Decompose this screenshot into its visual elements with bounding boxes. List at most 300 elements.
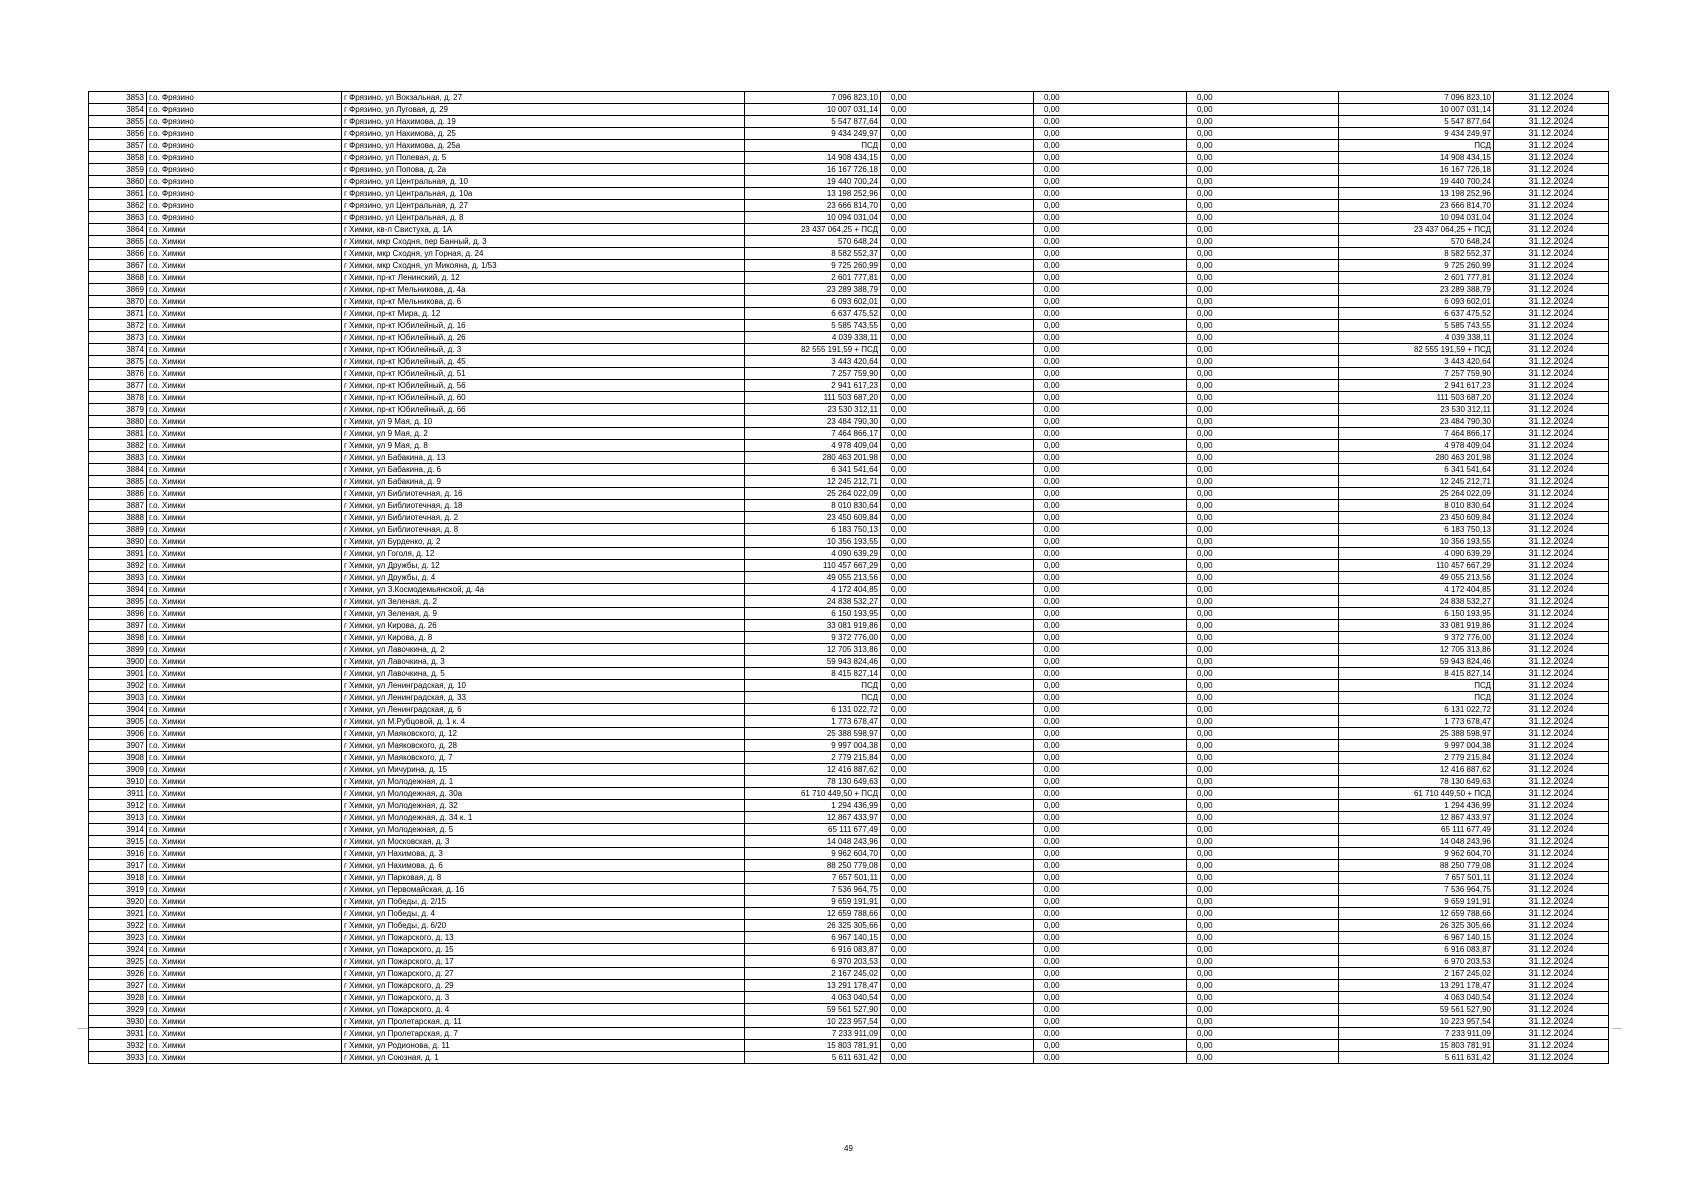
cost-cell: 23 484 790,30 [745,416,881,428]
cost-cell: 59 561 527,90 [745,1004,881,1016]
amount-3-cell: 0,00 [1034,476,1187,488]
row-number-cell: 3878 [89,392,147,404]
cost-cell: 33 081 919,86 [745,620,881,632]
amount-2-cell: 0,00 [881,332,1034,344]
amount-3-cell: 0,00 [1034,104,1187,116]
municipality-cell: г.о. Химки [147,680,342,692]
municipality-cell: г.о. Химки [147,548,342,560]
table-row [89,368,1609,380]
amount-3-cell: 0,00 [1034,848,1187,860]
address-cell: г Химки, ул Лавочкина, д. 2 [342,644,745,656]
row-number-cell: 3918 [89,872,147,884]
table-row [89,500,1609,512]
deadline-cell: 31.12.2024 [1494,704,1609,716]
total-cost-cell: 23 484 790,30 [1339,416,1494,428]
total-cost-cell: 6 970 203,53 [1339,956,1494,968]
deadline-cell: 31.12.2024 [1494,980,1609,992]
amount-4-cell: 0,00 [1187,728,1339,740]
cost-cell: 280 463 201,98 [745,452,881,464]
municipality-cell: г.о. Фрязино [147,164,342,176]
total-cost-cell: 9 659 191,91 [1339,896,1494,908]
deadline-cell: 31.12.2024 [1494,776,1609,788]
deadline-cell: 31.12.2024 [1494,1028,1609,1040]
cost-cell: 9 372 776,00 [745,632,881,644]
municipality-cell: г.о. Химки [147,572,342,584]
amount-3-cell: 0,00 [1034,608,1187,620]
address-cell: г Фрязино, ул Вокзальная, д. 27 [342,92,745,104]
municipality-cell: г.о. Химки [147,404,342,416]
amount-2-cell: 0,00 [881,752,1034,764]
cost-cell: 10 007 031,14 [745,104,881,116]
amount-4-cell: 0,00 [1187,824,1339,836]
total-cost-cell: 6 183 750,13 [1339,524,1494,536]
table-row [89,932,1609,944]
address-cell: г Химки, пр-кт Юбилейный, д. 16 [342,320,745,332]
row-number-cell: 3866 [89,248,147,260]
amount-4-cell: 0,00 [1187,680,1339,692]
table-row [89,920,1609,932]
total-cost-cell: 6 150 193,95 [1339,608,1494,620]
municipality-cell: г.о. Химки [147,500,342,512]
municipality-cell: г.о. Химки [147,728,342,740]
table-row [89,380,1609,392]
cost-cell: 6 341 541,64 [745,464,881,476]
cost-cell: ПСД [745,692,881,704]
table-row [89,716,1609,728]
deadline-cell: 31.12.2024 [1494,896,1609,908]
cost-cell: ПСД [745,140,881,152]
row-number-cell: 3888 [89,512,147,524]
amount-4-cell: 0,00 [1187,128,1339,140]
total-cost-cell: 5 585 743,55 [1339,320,1494,332]
amount-2-cell: 0,00 [881,1052,1034,1064]
cost-cell: 111 503 687,20 [745,392,881,404]
total-cost-cell: 6 093 602,01 [1339,296,1494,308]
amount-4-cell: 0,00 [1187,908,1339,920]
table-row [89,704,1609,716]
row-number-cell: 3921 [89,908,147,920]
table-row [89,332,1609,344]
amount-4-cell: 0,00 [1187,380,1339,392]
address-cell: г Химки, ул Маяковского, д. 12 [342,728,745,740]
address-cell: г Химки, ул Мичурина, д. 15 [342,764,745,776]
amount-3-cell: 0,00 [1034,920,1187,932]
amount-3-cell: 0,00 [1034,428,1187,440]
deadline-cell: 31.12.2024 [1494,620,1609,632]
municipality-cell: г.о. Химки [147,536,342,548]
table-row [89,872,1609,884]
deadline-cell: 31.12.2024 [1494,296,1609,308]
deadline-cell: 31.12.2024 [1494,116,1609,128]
amount-2-cell: 0,00 [881,572,1034,584]
deadline-cell: 31.12.2024 [1494,92,1609,104]
municipality-cell: г.о. Химки [147,764,342,776]
deadline-cell: 31.12.2024 [1494,740,1609,752]
total-cost-cell: 26 325 305,66 [1339,920,1494,932]
address-cell: г Химки, ул Бабакина, д. 13 [342,452,745,464]
cost-cell: 1 294 436,99 [745,800,881,812]
amount-2-cell: 0,00 [881,740,1034,752]
row-number-cell: 3924 [89,944,147,956]
amount-4-cell: 0,00 [1187,272,1339,284]
address-cell: г Химки, ул Лавочкина, д. 5 [342,668,745,680]
amount-2-cell: 0,00 [881,320,1034,332]
row-number-cell: 3899 [89,644,147,656]
amount-3-cell: 0,00 [1034,692,1187,704]
amount-3-cell: 0,00 [1034,512,1187,524]
amount-2-cell: 0,00 [881,608,1034,620]
amount-4-cell: 0,00 [1187,368,1339,380]
total-cost-cell: 61 710 449,50 + ПСД [1339,788,1494,800]
table-row [89,260,1609,272]
amount-2-cell: 0,00 [881,800,1034,812]
address-cell: г Химки, ул Бабакина, д. 9 [342,476,745,488]
address-cell: г Фрязино, ул Центральная, д. 8 [342,212,745,224]
deadline-cell: 31.12.2024 [1494,860,1609,872]
row-number-cell: 3925 [89,956,147,968]
deadline-cell: 31.12.2024 [1494,392,1609,404]
data-table [88,91,1609,1064]
amount-2-cell: 0,00 [881,596,1034,608]
cost-cell: 25 264 022,09 [745,488,881,500]
amount-4-cell: 0,00 [1187,524,1339,536]
table-row [89,824,1609,836]
table-row [89,656,1609,668]
amount-4-cell: 0,00 [1187,692,1339,704]
total-cost-cell: 15 803 781,91 [1339,1040,1494,1052]
cost-cell: 7 464 866,17 [745,428,881,440]
row-number-cell: 3913 [89,812,147,824]
amount-4-cell: 0,00 [1187,932,1339,944]
municipality-cell: г.о. Химки [147,296,342,308]
amount-2-cell: 0,00 [881,812,1034,824]
deadline-cell: 31.12.2024 [1494,812,1609,824]
amount-2-cell: 0,00 [881,656,1034,668]
total-cost-cell: 110 457 667,29 [1339,560,1494,572]
cost-cell: 2 779 215,84 [745,752,881,764]
municipality-cell: г.о. Фрязино [147,128,342,140]
amount-3-cell: 0,00 [1034,836,1187,848]
table-row [89,416,1609,428]
deadline-cell: 31.12.2024 [1494,104,1609,116]
amount-3-cell: 0,00 [1034,704,1187,716]
municipality-cell: г.о. Химки [147,788,342,800]
municipality-cell: г.о. Химки [147,512,342,524]
deadline-cell: 31.12.2024 [1494,500,1609,512]
table-row [89,908,1609,920]
row-number-cell: 3901 [89,668,147,680]
total-cost-cell: 33 081 919,86 [1339,620,1494,632]
amount-4-cell: 0,00 [1187,284,1339,296]
deadline-cell: 31.12.2024 [1494,488,1609,500]
cost-cell: 23 289 388,79 [745,284,881,296]
deadline-cell: 31.12.2024 [1494,200,1609,212]
table-row [89,284,1609,296]
table-row [89,956,1609,968]
amount-3-cell: 0,00 [1034,248,1187,260]
table-row [89,800,1609,812]
municipality-cell: г.о. Химки [147,368,342,380]
deadline-cell: 31.12.2024 [1494,848,1609,860]
deadline-cell: 31.12.2024 [1494,248,1609,260]
amount-2-cell: 0,00 [881,908,1034,920]
municipality-cell: г.о. Химки [147,896,342,908]
row-number-cell: 3919 [89,884,147,896]
amount-2-cell: 0,00 [881,200,1034,212]
address-cell: г Химки, ул Зеленая, д. 9 [342,608,745,620]
municipality-cell: г.о. Химки [147,380,342,392]
cost-cell: 4 063 040,54 [745,992,881,1004]
deadline-cell: 31.12.2024 [1494,584,1609,596]
amount-3-cell: 0,00 [1034,824,1187,836]
deadline-cell: 31.12.2024 [1494,824,1609,836]
municipality-cell: г.о. Химки [147,332,342,344]
total-cost-cell: 9 725 260,99 [1339,260,1494,272]
amount-3-cell: 0,00 [1034,668,1187,680]
address-cell: г Химки, ул Дружбы, д. 12 [342,560,745,572]
amount-4-cell: 0,00 [1187,356,1339,368]
municipality-cell: г.о. Химки [147,248,342,260]
amount-3-cell: 0,00 [1034,812,1187,824]
cost-cell: 6 183 750,13 [745,524,881,536]
table-row [89,968,1609,980]
amount-2-cell: 0,00 [881,392,1034,404]
table-row [89,212,1609,224]
amount-3-cell: 0,00 [1034,884,1187,896]
cost-cell: 59 943 824,46 [745,656,881,668]
row-number-cell: 3863 [89,212,147,224]
municipality-cell: г.о. Химки [147,1004,342,1016]
amount-4-cell: 0,00 [1187,884,1339,896]
deadline-cell: 31.12.2024 [1494,608,1609,620]
municipality-cell: г.о. Химки [147,1052,342,1064]
cost-cell: 7 233 911,09 [745,1028,881,1040]
cost-cell: 2 601 777,81 [745,272,881,284]
cost-cell: 23 530 312,11 [745,404,881,416]
amount-4-cell: 0,00 [1187,476,1339,488]
municipality-cell: г.о. Химки [147,488,342,500]
deadline-cell: 31.12.2024 [1494,464,1609,476]
deadline-cell: 31.12.2024 [1494,692,1609,704]
deadline-cell: 31.12.2024 [1494,680,1609,692]
cost-cell: 8 415 827,14 [745,668,881,680]
municipality-cell: г.о. Фрязино [147,152,342,164]
address-cell: г Химки, ул Пожарского, д. 4 [342,1004,745,1016]
amount-4-cell: 0,00 [1187,560,1339,572]
row-number-cell: 3932 [89,1040,147,1052]
table-row [89,152,1609,164]
cost-cell: 12 705 313,86 [745,644,881,656]
address-cell: г Химки, ул Зеленая, д. 2 [342,596,745,608]
address-cell: г Химки, ул Родионова, д. 11 [342,1040,745,1052]
row-number-cell: 3926 [89,968,147,980]
address-cell: г Химки, ул Молодежная, д. 34 к. 1 [342,812,745,824]
amount-2-cell: 0,00 [881,560,1034,572]
municipality-cell: г.о. Химки [147,320,342,332]
amount-4-cell: 0,00 [1187,248,1339,260]
cost-cell: 7 257 759,90 [745,368,881,380]
deadline-cell: 31.12.2024 [1494,356,1609,368]
amount-4-cell: 0,00 [1187,776,1339,788]
amount-4-cell: 0,00 [1187,620,1339,632]
municipality-cell: г.о. Химки [147,884,342,896]
deadline-cell: 31.12.2024 [1494,728,1609,740]
total-cost-cell: 111 503 687,20 [1339,392,1494,404]
address-cell: г Химки, ул 9 Мая, д. 8 [342,440,745,452]
table-row [89,452,1609,464]
total-cost-cell: 13 291 178,47 [1339,980,1494,992]
address-cell: г Химки, мкр Сходня, ул Микояна, д. 1/53 [342,260,745,272]
amount-2-cell: 0,00 [881,704,1034,716]
row-number-cell: 3930 [89,1016,147,1028]
amount-2-cell: 0,00 [881,788,1034,800]
total-cost-cell: 7 464 866,17 [1339,428,1494,440]
amount-4-cell: 0,00 [1187,428,1339,440]
municipality-cell: г.о. Химки [147,776,342,788]
amount-3-cell: 0,00 [1034,332,1187,344]
amount-4-cell: 0,00 [1187,944,1339,956]
amount-2-cell: 0,00 [881,236,1034,248]
row-number-cell: 3862 [89,200,147,212]
amount-3-cell: 0,00 [1034,368,1187,380]
row-number-cell: 3868 [89,272,147,284]
address-cell: г Химки, ул Союзная, д. 1 [342,1052,745,1064]
total-cost-cell: 78 130 649,63 [1339,776,1494,788]
amount-3-cell: 0,00 [1034,788,1187,800]
municipality-cell: г.о. Химки [147,668,342,680]
deadline-cell: 31.12.2024 [1494,164,1609,176]
deadline-cell: 31.12.2024 [1494,452,1609,464]
amount-4-cell: 0,00 [1187,1004,1339,1016]
cost-cell: 24 838 532,27 [745,596,881,608]
address-cell: г Химки, ул Библиотечная, д. 16 [342,488,745,500]
amount-4-cell: 0,00 [1187,740,1339,752]
table-row [89,1016,1609,1028]
cost-cell: 9 962 604,70 [745,848,881,860]
amount-2-cell: 0,00 [881,1040,1034,1052]
amount-3-cell: 0,00 [1034,872,1187,884]
deadline-cell: 31.12.2024 [1494,932,1609,944]
address-cell: г Химки, ул Молодежная, д. 5 [342,824,745,836]
deadline-cell: 31.12.2024 [1494,416,1609,428]
amount-2-cell: 0,00 [881,668,1034,680]
amount-3-cell: 0,00 [1034,500,1187,512]
total-cost-cell: 88 250 779,08 [1339,860,1494,872]
cost-cell: 4 172 404,85 [745,584,881,596]
amount-2-cell: 0,00 [881,500,1034,512]
row-number-cell: 3872 [89,320,147,332]
total-cost-cell: 25 264 022,09 [1339,488,1494,500]
municipality-cell: г.о. Фрязино [147,200,342,212]
total-cost-cell: 2 167 245,02 [1339,968,1494,980]
cost-cell: 6 150 193,95 [745,608,881,620]
address-cell: г Химки, ул Московская, д. 3 [342,836,745,848]
amount-3-cell: 0,00 [1034,320,1187,332]
amount-3-cell: 0,00 [1034,416,1187,428]
amount-2-cell: 0,00 [881,476,1034,488]
amount-4-cell: 0,00 [1187,1052,1339,1064]
amount-4-cell: 0,00 [1187,416,1339,428]
total-cost-cell: 5 547 877,64 [1339,116,1494,128]
row-number-cell: 3858 [89,152,147,164]
deadline-cell: 31.12.2024 [1494,560,1609,572]
row-number-cell: 3875 [89,356,147,368]
row-number-cell: 3917 [89,860,147,872]
row-number-cell: 3870 [89,296,147,308]
cost-cell: 3 443 420,64 [745,356,881,368]
table-row [89,836,1609,848]
amount-4-cell: 0,00 [1187,764,1339,776]
table-row [89,812,1609,824]
amount-4-cell: 0,00 [1187,92,1339,104]
row-number-cell: 3869 [89,284,147,296]
cost-cell: 82 555 191,59 + ПСД [745,344,881,356]
table-row [89,896,1609,908]
address-cell: г Химки, кв-л Свистуха, д. 1А [342,224,745,236]
municipality-cell: г.о. Химки [147,956,342,968]
address-cell: г Химки, ул Бабакина, д. 6 [342,464,745,476]
amount-4-cell: 0,00 [1187,176,1339,188]
table-row [89,860,1609,872]
address-cell: г Фрязино, ул Нахимова, д. 19 [342,116,745,128]
row-number-cell: 3854 [89,104,147,116]
row-number-cell: 3876 [89,368,147,380]
table-row [89,764,1609,776]
deadline-cell: 31.12.2024 [1494,428,1609,440]
amount-2-cell: 0,00 [881,368,1034,380]
table-row [89,92,1609,104]
row-number-cell: 3882 [89,440,147,452]
row-number-cell: 3902 [89,680,147,692]
municipality-cell: г.о. Химки [147,608,342,620]
row-number-cell: 3898 [89,632,147,644]
amount-3-cell: 0,00 [1034,452,1187,464]
amount-3-cell: 0,00 [1034,164,1187,176]
total-cost-cell: 10 223 957,54 [1339,1016,1494,1028]
table-row [89,488,1609,500]
cost-cell: 15 803 781,91 [745,1040,881,1052]
amount-2-cell: 0,00 [881,416,1034,428]
amount-2-cell: 0,00 [881,680,1034,692]
address-cell: г Фрязино, ул Нахимова, д. 25 [342,128,745,140]
deadline-cell: 31.12.2024 [1494,128,1609,140]
table-row [89,236,1609,248]
row-number-cell: 3915 [89,836,147,848]
amount-4-cell: 0,00 [1187,968,1339,980]
amount-3-cell: 0,00 [1034,440,1187,452]
amount-2-cell: 0,00 [881,644,1034,656]
cost-cell: 25 388 598,97 [745,728,881,740]
cost-cell: 78 130 649,63 [745,776,881,788]
amount-4-cell: 0,00 [1187,956,1339,968]
address-cell: г Химки, ул Пожарского, д. 17 [342,956,745,968]
amount-3-cell: 0,00 [1034,464,1187,476]
row-number-cell: 3860 [89,176,147,188]
deadline-cell: 31.12.2024 [1494,404,1609,416]
address-cell: г Химки, пр-кт Юбилейный, д. 45 [342,356,745,368]
deadline-cell: 31.12.2024 [1494,668,1609,680]
municipality-cell: г.о. Химки [147,452,342,464]
row-number-cell: 3910 [89,776,147,788]
amount-3-cell: 0,00 [1034,152,1187,164]
municipality-cell: г.о. Химки [147,812,342,824]
table-row [89,848,1609,860]
row-number-cell: 3891 [89,548,147,560]
table-row [89,392,1609,404]
deadline-cell: 31.12.2024 [1494,1004,1609,1016]
table-row [89,608,1609,620]
municipality-cell: г.о. Химки [147,932,342,944]
